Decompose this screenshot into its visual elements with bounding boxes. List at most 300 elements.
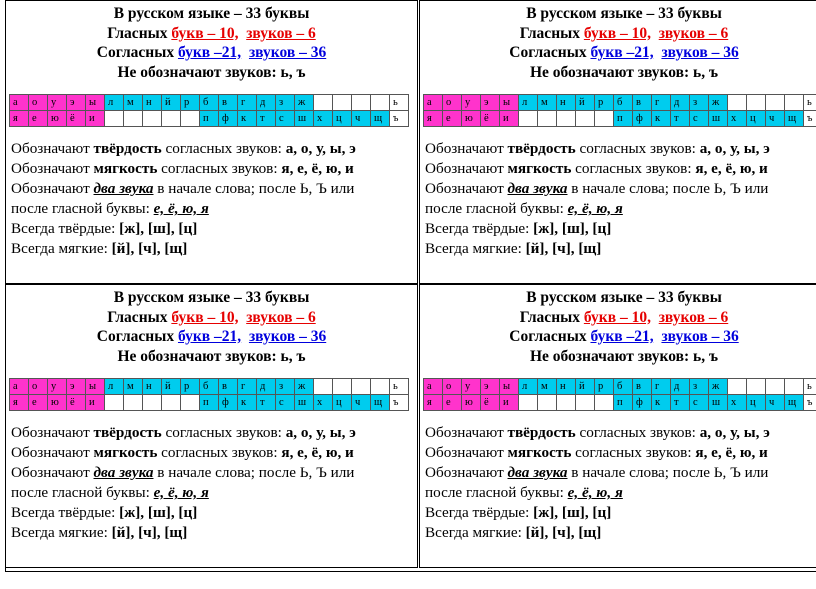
vowels-sounds-count: звуков – 6 [246,308,316,326]
rule-text: после гласной буквы: [11,200,154,217]
rule-keyword: два звука [507,180,568,197]
header-title: В русском языке – 33 буквы [526,289,722,306]
rule-text: в начале слова; после Ь, Ъ или [567,464,769,481]
letter-cell: э [67,95,86,111]
rule-card-1 [5,0,418,284]
letter-cell: ь [804,379,816,395]
rule-letters: я, е, ё, ю, и [695,444,768,461]
letter-cell: б [200,379,219,395]
consonants-letters-count: букв –21, [177,44,242,61]
letter-cell [352,379,371,395]
letter-cell: я [10,395,29,411]
letter-cell: у [48,379,67,395]
rule-keyword: мягкость [507,444,572,461]
rule-text: Всегда твёрдые: [11,220,120,237]
rule-letters: а, о, у, ы, э [699,140,770,157]
letter-cell [595,111,614,127]
letter-cell: х [728,395,747,411]
card-header [420,288,816,366]
letter-cell [766,379,785,395]
vowels-letters-count: букв – 10, [583,308,651,326]
letter-cell: м [538,95,557,111]
vowels-letters-count: букв – 10, [583,24,651,42]
letter-cell: р [181,95,200,111]
letter-cell: к [652,111,671,127]
letter-cell: ё [67,111,86,127]
rule-keyword: два звука [507,464,568,481]
rule-letters: [ж], [ш], [ц] [533,504,612,521]
letter-cell: а [424,95,443,111]
rule-always-soft [425,239,770,259]
letter-cell: н [557,95,576,111]
letter-cell [143,111,162,127]
rule-softness [425,443,770,463]
header-consonants [6,327,417,347]
rule-two-sounds [11,179,356,199]
rule-text: согласных звуков: [157,444,282,461]
header-vowels [6,24,417,44]
rule-text: согласных звуков: [571,444,696,461]
letter-cell: ё [67,395,86,411]
letter-cell [105,395,124,411]
rule-keyword: твёрдость [93,140,162,157]
letter-cell: п [200,395,219,411]
letter-cell: ж [709,95,728,111]
letter-cell [371,95,390,111]
letter-cell [785,95,804,111]
consonants-label: Согласных [96,328,175,345]
rule-letters: а, о, у, ы, э [285,424,356,441]
letter-cell [785,379,804,395]
letter-cell [105,111,124,127]
rule-letters: я, е, ё, ю, и [281,444,354,461]
letter-cell: ы [86,379,105,395]
vowels-letters-count: букв – 10, [171,24,239,42]
letter-cell: ы [86,95,105,111]
letters-row-1 [424,95,816,111]
rule-hardness [11,423,356,443]
letter-cell: е [443,111,462,127]
header-vowels [420,308,816,328]
consonants-sounds-count: звуков – 36 [661,328,739,345]
letter-cell: г [238,95,257,111]
letters-row-2 [10,395,409,411]
letter-cell [595,395,614,411]
rule-keyword: два звука [93,180,154,197]
rule-hardness [11,139,356,159]
letter-cell: ю [48,111,67,127]
letter-cell: й [576,379,595,395]
letter-cell: з [690,379,709,395]
vowels-letters-count: букв – 10, [171,308,239,326]
letter-cell: щ [785,111,804,127]
letter-cell [371,379,390,395]
consonants-label: Согласных [509,328,587,345]
card-rules [425,139,770,259]
rule-text: после гласной буквы: [425,200,568,217]
letters-row-1 [10,95,409,111]
letter-cell: и [86,111,105,127]
rule-two-sounds-cont [11,483,356,503]
rule-text: Всегда твёрдые: [11,504,120,521]
rule-text: согласных звуков: [571,160,696,177]
rule-always-hard [425,503,770,523]
rule-letters: [ж], [ш], [ц] [119,220,198,237]
letter-cell [728,95,747,111]
letter-cell: л [519,379,538,395]
letter-cell: х [728,111,747,127]
letter-cell: ц [333,395,352,411]
letter-cell: я [10,111,29,127]
letter-cell: ч [766,111,785,127]
letter-cell [766,95,785,111]
letter-cell [143,395,162,411]
letter-cell: и [86,395,105,411]
letter-cell [352,95,371,111]
header-no-sound: Не обозначают звуков: ь, ъ [529,347,719,365]
rule-two-sounds-cont [11,199,356,219]
letter-cell: ж [709,379,728,395]
header-consonants [420,327,816,347]
letter-cell: х [314,111,333,127]
letter-cell: ц [747,395,766,411]
letters-row-1 [10,379,409,395]
letters-row-2 [424,111,816,127]
letter-cell: з [276,95,295,111]
letter-cell: л [105,379,124,395]
rule-text: Всегда мягкие: [11,524,112,541]
letter-cell: х [314,395,333,411]
letter-cell: т [257,395,276,411]
letter-cell: й [162,379,181,395]
letters-row-2 [424,395,816,411]
rule-always-soft [11,523,356,543]
rule-card-2 [419,0,816,284]
letter-cell: г [652,379,671,395]
header-title: В русском языке – 33 буквы [113,5,310,22]
letter-cell: с [276,111,295,127]
letter-cell: ъ [804,395,816,411]
rule-hardness [425,139,770,159]
letter-cell: а [10,95,29,111]
rule-text: Всегда мягкие: [425,524,526,541]
rule-softness [11,159,356,179]
rule-text: Всегда твёрдые: [425,504,534,521]
letter-cell [314,379,333,395]
letter-cell: й [576,95,595,111]
letter-cell: л [105,95,124,111]
letter-cell: ы [500,95,519,111]
consonants-letters-count: букв –21, [177,328,242,345]
rule-text: согласных звуков: [161,140,286,157]
rule-keyword: твёрдость [507,140,576,157]
letter-cell: е [29,111,48,127]
letter-cell: з [690,95,709,111]
letter-cell: ф [633,395,652,411]
letter-cell: к [238,395,257,411]
letter-cell: в [219,95,238,111]
letter-cell: р [595,95,614,111]
letter-cell: й [162,95,181,111]
letter-cell [538,111,557,127]
header-no-sound: Не обозначают звуков: ь, ъ [529,63,719,81]
letter-cell [576,111,595,127]
rule-text: Обозначают [425,444,508,461]
letter-cell: е [443,395,462,411]
rule-letters: а, о, у, ы, э [285,140,356,157]
rule-letters: [й], [ч], [щ] [111,524,188,541]
letters-table [9,94,409,127]
letter-cell: ф [219,111,238,127]
letter-cell [181,111,200,127]
letter-cell [162,395,181,411]
letter-cell: в [633,95,652,111]
letter-cell: м [538,379,557,395]
letter-cell: о [29,379,48,395]
letter-cell [747,379,766,395]
letter-cell: д [257,379,276,395]
letter-cell: щ [785,395,804,411]
letter-cell: ч [352,111,371,127]
letter-cell: ц [333,111,352,127]
letter-cell [333,95,352,111]
letter-cell: а [10,379,29,395]
card-header [420,4,816,82]
letter-cell: д [671,95,690,111]
letter-cell: ж [295,379,314,395]
letter-cell: ь [390,379,409,395]
rule-text: Обозначают [11,180,94,197]
letter-cell [747,95,766,111]
rule-letters: [ж], [ш], [ц] [119,504,198,521]
rule-two-sounds-cont [425,483,770,503]
letter-cell [333,379,352,395]
consonants-sounds-count: звуков – 36 [248,328,327,345]
letter-cell: щ [371,395,390,411]
header-vowels [420,24,816,44]
letter-cell: ч [766,395,785,411]
header-consonants [420,43,816,63]
card-header [6,288,417,366]
letter-cell: ж [295,95,314,111]
letter-cell [519,395,538,411]
letter-cell: у [462,95,481,111]
letter-cell: к [652,395,671,411]
letter-cell [557,395,576,411]
letter-cell: м [124,379,143,395]
rule-letters: я, е, ё, ю, и [281,160,354,177]
letter-cell: ъ [804,111,816,127]
letter-cell: ь [390,95,409,111]
letter-cell: н [143,379,162,395]
letter-cell: д [671,379,690,395]
rule-letters: а, о, у, ы, э [699,424,770,441]
card-rules [425,423,770,543]
letter-cell: ф [219,395,238,411]
consonants-label: Согласных [509,44,587,61]
rule-letters: е, ё, ю, я [153,200,209,217]
letter-cell: р [595,379,614,395]
vowels-sounds-count: звуков – 6 [246,24,316,42]
letter-cell: я [424,395,443,411]
rule-text: Всегда мягкие: [425,240,526,257]
rule-always-soft [11,239,356,259]
rule-two-sounds [425,179,770,199]
letter-cell: д [257,95,276,111]
rule-two-sounds-cont [425,199,770,219]
rule-text: согласных звуков: [575,140,700,157]
letter-cell: и [500,395,519,411]
letter-cell: ш [295,395,314,411]
rule-card-3 [5,284,418,568]
letter-cell: я [424,111,443,127]
header-consonants [6,43,417,63]
rule-letters: е, ё, ю, я [567,200,623,217]
letter-cell: у [462,379,481,395]
header-vowels [6,308,417,328]
letter-cell [728,379,747,395]
letter-cell: ю [462,395,481,411]
letter-cell: ш [295,111,314,127]
rule-text: после гласной буквы: [425,484,568,501]
letter-cell: ё [481,111,500,127]
letter-cell: в [219,379,238,395]
rule-letters: [й], [ч], [щ] [111,240,188,257]
rule-letters: е, ё, ю, я [567,484,623,501]
rule-text: согласных звуков: [575,424,700,441]
letter-cell: ю [48,395,67,411]
letter-cell: э [481,379,500,395]
rule-keyword: мягкость [93,160,158,177]
consonants-letters-count: букв –21, [590,328,654,345]
letters-table [423,378,816,411]
header-title: В русском языке – 33 буквы [113,289,310,306]
rule-always-hard [11,219,356,239]
rule-text: Обозначают [11,444,94,461]
rule-letters: [ж], [ш], [ц] [533,220,612,237]
rule-text: согласных звуков: [161,424,286,441]
letter-cell: л [519,95,538,111]
letter-cell: с [690,395,709,411]
rule-letters: [й], [ч], [щ] [525,240,602,257]
rule-softness [425,159,770,179]
letter-cell: н [557,379,576,395]
letters-row-2 [10,111,409,127]
letter-cell: г [238,379,257,395]
header-no-sound: Не обозначают звуков: ь, ъ [117,63,306,81]
letter-cell: э [67,379,86,395]
letters-row-1 [424,379,816,395]
vowels-label: Гласных [519,24,580,42]
card-header [6,4,417,82]
letter-cell: ф [633,111,652,127]
letter-cell: ш [709,111,728,127]
letter-cell: п [614,111,633,127]
letter-cell [557,111,576,127]
consonants-label: Согласных [96,44,175,61]
rule-text: Всегда мягкие: [11,240,112,257]
letter-cell: ц [747,111,766,127]
letters-table [9,378,409,411]
card-rules [11,139,356,259]
letter-cell: ъ [390,395,409,411]
letter-cell: ш [709,395,728,411]
letter-cell [519,111,538,127]
letters-table [423,94,816,127]
rule-keyword: твёрдость [93,424,162,441]
letter-cell: и [500,111,519,127]
rule-keyword: мягкость [93,444,158,461]
letter-cell [124,111,143,127]
vowels-sounds-count: звуков – 6 [658,308,729,326]
letter-cell: р [181,379,200,395]
letter-cell: ы [500,379,519,395]
letter-cell: ь [804,95,816,111]
rule-text: согласных звуков: [157,160,282,177]
letter-cell [314,95,333,111]
rule-text: в начале слова; после Ь, Ъ или [153,180,355,197]
letter-cell: н [143,95,162,111]
letter-cell: п [614,395,633,411]
letter-cell: б [614,95,633,111]
letter-cell: о [29,95,48,111]
letter-cell: ё [481,395,500,411]
letter-cell: а [424,379,443,395]
rule-text: Обозначают [425,424,508,441]
rule-text: Всегда твёрдые: [425,220,534,237]
consonants-sounds-count: звуков – 36 [248,44,327,61]
letter-cell [538,395,557,411]
letter-cell: ю [462,111,481,127]
rule-text: Обозначают [425,180,508,197]
letter-cell: о [443,95,462,111]
rule-two-sounds [425,463,770,483]
letter-cell: э [481,95,500,111]
rule-letters: е, ё, ю, я [153,484,209,501]
vowels-label: Гласных [107,24,168,42]
letter-cell: ъ [390,111,409,127]
letter-cell: щ [371,111,390,127]
letter-cell: з [276,379,295,395]
rule-text: Обозначают [11,464,94,481]
letter-cell: т [671,111,690,127]
letter-cell: п [200,111,219,127]
letter-cell: у [48,95,67,111]
letter-cell [576,395,595,411]
vowels-label: Гласных [519,308,580,326]
rule-keyword: два звука [93,464,154,481]
rule-always-soft [425,523,770,543]
rule-card-4 [419,284,816,568]
letter-cell: в [633,379,652,395]
rule-text: Обозначают [11,160,94,177]
letter-cell: о [443,379,462,395]
letter-cell: с [276,395,295,411]
letter-cell: г [652,95,671,111]
rule-always-hard [11,503,356,523]
rule-keyword: твёрдость [507,424,576,441]
rule-text: Обозначают [425,160,508,177]
letter-cell: м [124,95,143,111]
letter-cell: б [200,95,219,111]
vowels-sounds-count: звуков – 6 [658,24,729,42]
letter-cell: ч [352,395,371,411]
letter-cell [181,395,200,411]
rule-text: Обозначают [11,424,94,441]
rule-always-hard [425,219,770,239]
letter-cell: к [238,111,257,127]
rule-text: Обозначают [425,464,508,481]
